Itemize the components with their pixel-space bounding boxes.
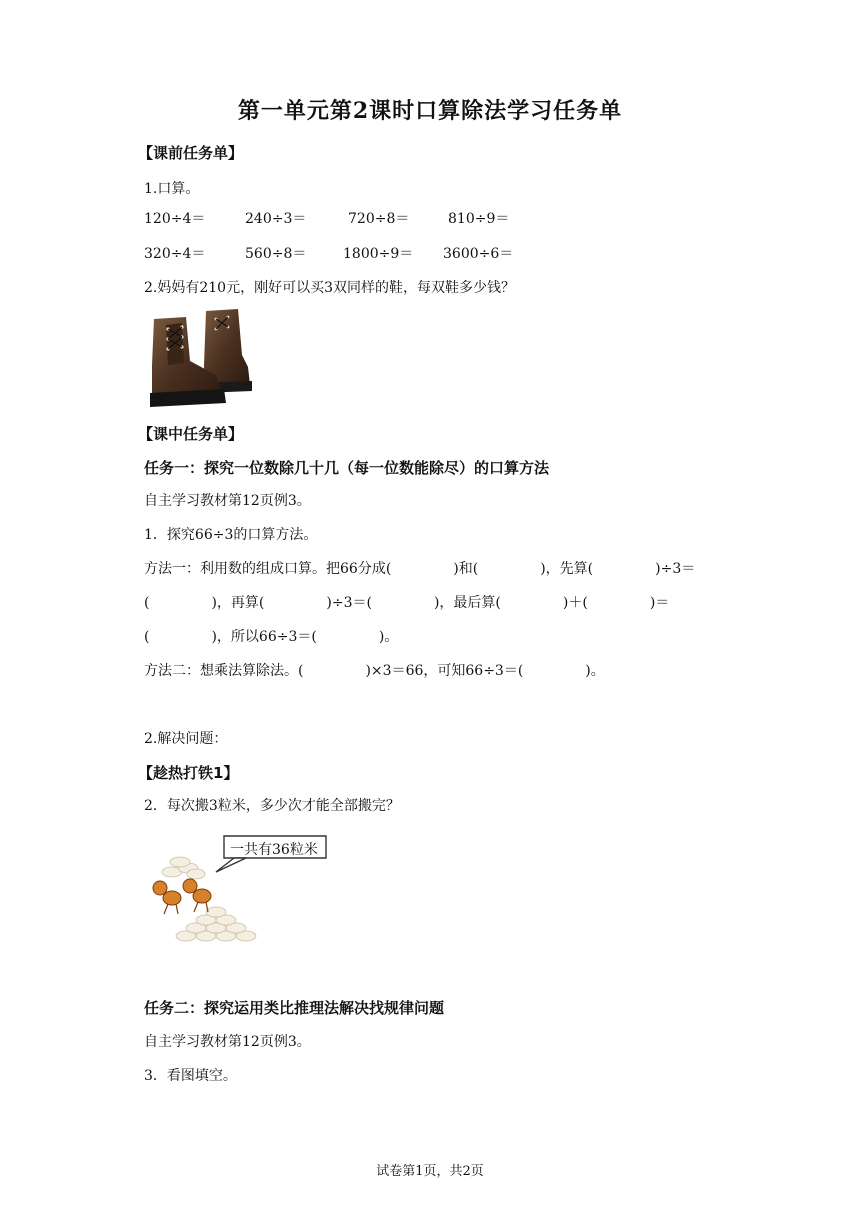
practice-heading: 【趁热打铁1】 (138, 764, 239, 782)
calc-item: 120÷4＝ (144, 211, 206, 227)
in-class-heading: 【课中任务单】 (138, 425, 244, 443)
calc-item: 1800÷9＝ (343, 246, 414, 262)
task2-title: 任务二：探究运用类比推理法解决找规律问题 (144, 999, 445, 1017)
calc-item: 3600÷6＝ (443, 246, 514, 262)
method1-line-2: ( )，再算( )÷3＝( )，最后算( )＋( )＝ (144, 595, 670, 611)
question-2: 2.妈妈有210元，刚好可以买3双同样的鞋，每双鞋多少钱？ (144, 280, 515, 296)
practice-question: 2．每次搬3粒米，多少次才能全部搬完？ (144, 798, 400, 814)
method2-line: 方法二：想乘法算除法。( )×3＝66，可知66÷3＝( )。 (144, 663, 605, 679)
task1-question-1: 1．探究66÷3的口算方法。 (144, 527, 318, 543)
question-2-solve: 2.解决问题： (144, 731, 228, 747)
question-1: 1.口算。 (144, 181, 200, 197)
calc-item: 560÷8＝ (245, 246, 307, 262)
pre-task-heading: 【课前任务单】 (138, 144, 244, 162)
boots-image (146, 305, 252, 411)
task1-reference: 自主学习教材第12页例3。 (144, 493, 311, 509)
method1-line-3: ( )，所以66÷3＝( )。 (144, 629, 399, 645)
calc-item: 320÷4＝ (144, 246, 206, 262)
task1-title: 任务一：探究一位数除几十几（每一位数能除尽）的口算方法 (144, 459, 550, 477)
speech-bubble-text: 一共有36粒米 (230, 842, 318, 858)
page-title: 第一单元第2课时口算除法学习任务单 (237, 98, 623, 124)
task2-question-3: 3．看图填空。 (144, 1068, 237, 1084)
calc-item: 240÷3＝ (245, 211, 307, 227)
method1-line-1: 方法一：利用数的组成口算。把66分成( )和( )，先算( )÷3＝ (144, 561, 696, 577)
calc-item: 720÷8＝ (348, 211, 410, 227)
task2-reference: 自主学习教材第12页例3。 (144, 1034, 311, 1050)
page-footer: 试卷第1页，共2页 (376, 1164, 484, 1179)
calc-item: 810÷9＝ (448, 211, 510, 227)
